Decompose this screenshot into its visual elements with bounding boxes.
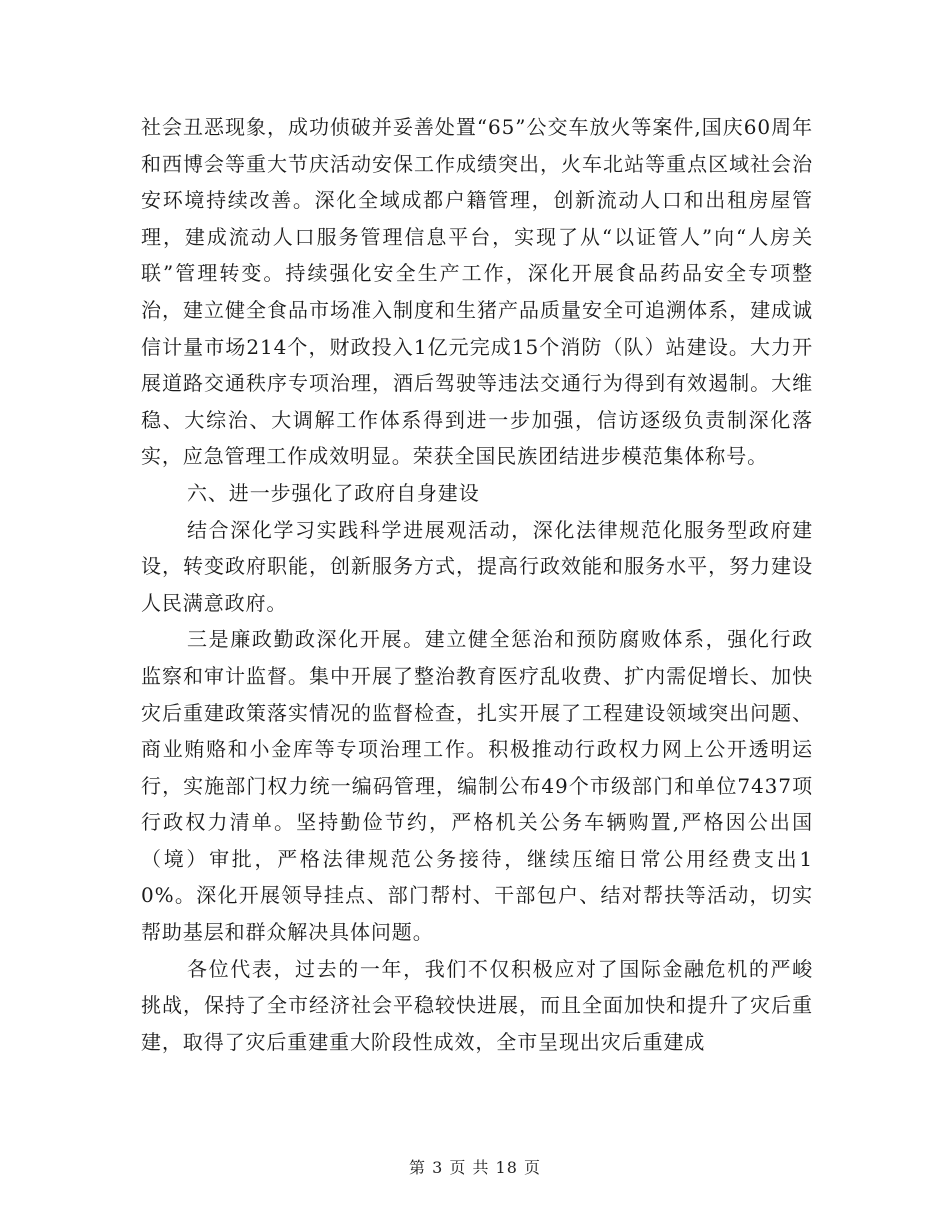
paragraph-public-security: 社会丑恶现象，成功侦破并妥善处置“65”公交车放火等案件,国庆60周年和西博会等重大节庆活动安保工作成绩突出，火车北站等重点区域社会治安环境持续改善。深化全域成都户籍管理，创新流动人口和出租房屋管理，建成流动人口服务管理信息平台，实现了从“以证管人”向“人房关联”管理转变。持续强化安全生产工作，深化开展食品药品安全专项整治，建立健全食品市场准入制度和生猪产品质量安全可追溯体系，建成诚信计量市场214个，财政投入1亿元完成15个消防（队）站建设。大力开展道路交通秩序专项治理，酒后驾驶等违法交通行为得到有效遏制。大维稳、大综治、大调解工作体系得到进一步加强，信访逐级负责制深化落实，应急管理工作成效明显。荣获全国民族团结进步模范集体称号。 bbox=[141, 115, 813, 469]
section-heading-government-building: 六、进一步强化了政府自身建设 bbox=[187, 480, 480, 505]
document-body bbox=[141, 109, 813, 1060]
page-number-footer: 第 3 页 共 18 页 bbox=[409, 1158, 541, 1177]
paragraph-summary: 各位代表，过去的一年，我们不仅积极应对了国际金融危机的严峻挑战，保持了全市经济社会平稳较快进展，而且全面加快和提升了灾后重建，取得了灾后重建重大阶段性成效，全市呈现出灾后重建成 bbox=[141, 956, 813, 1054]
paragraph-government-reform: 结合深化学习实践科学进展观活动，深化法律规范化服务型政府建设，转变政府职能，创新服务方式，提高行政效能和服务水平，努力建设人民满意政府。 bbox=[141, 517, 813, 615]
paragraph-anti-corruption: 三是廉政勤政深化开展。建立健全惩治和预防腐败体系，强化行政监察和审计监督。集中开展了整治教育医疗乱收费、扩内需促增长、加快灾后重建政策落实情况的监督检查，扎实开展了工程建设领域突出问题、商业贿赂和小金库等专项治理工作。积极推动行政权力网上公开透明运行，实施部门权力统一编码管理，编制公布49个市级部门和单位7437项行政权力清单。坚持勤俭节约，严格机关公务车辆购置,严格因公出国（境）审批，严格法律规范公务接待，继续压缩日常公用经费支出10%。深化开展领导挂点、部门帮村、干部包户、结对帮扶等活动，切实帮助基层和群众解决具体问题。 bbox=[141, 627, 813, 945]
